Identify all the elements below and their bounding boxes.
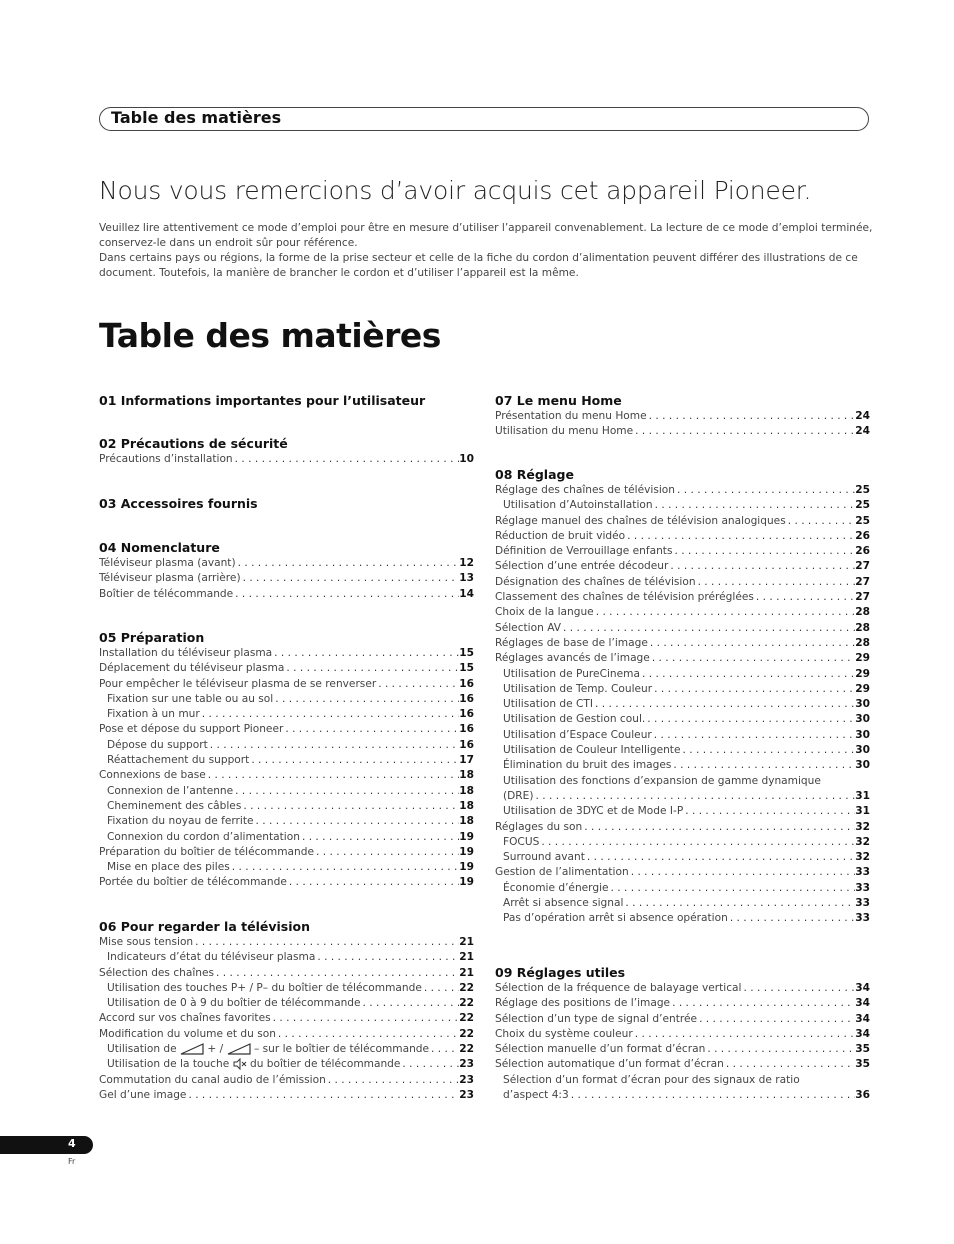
toc-subentry[interactable]: [495, 850, 870, 865]
toc-entry-page: 33: [855, 897, 870, 910]
toc-entry-page: 16: [459, 723, 474, 736]
toc-entry-page: 28: [855, 636, 870, 649]
toc-entry-title: Sélection AV: [495, 621, 562, 634]
toc-section-07: [495, 392, 870, 466]
toc-entry-title: Connexions de base: [99, 769, 206, 782]
toc-entry[interactable]: [99, 1027, 474, 1042]
toc-entry-title: Pas d’opération arrêt si absence opération: [503, 912, 728, 925]
toc-entry-page: 25: [855, 499, 870, 512]
toc-entry-title: Gestion de l’alimentation: [495, 866, 629, 879]
toc-entry-page: 36: [855, 1089, 870, 1102]
toc-section-03: [99, 495, 474, 539]
toc-section-heading[interactable]: 09 Réglages utiles: [495, 965, 626, 980]
toc-entry-page: 30: [855, 698, 870, 711]
toc-entry-title: Réglage des chaînes de télévision: [495, 484, 676, 496]
toc-entry-title: Réglages avancés de l’image: [495, 652, 650, 665]
toc-section-heading[interactable]: 08 Réglage: [495, 467, 574, 482]
toc-entry-page: 26: [855, 545, 870, 558]
toc-entry[interactable]: [495, 575, 870, 590]
toc-entry-title: – sur le boîtier de télécommande: [250, 1043, 430, 1056]
page-number: 4: [68, 1137, 76, 1150]
toc-entry-title: Précautions d’installation: [99, 453, 233, 465]
toc-section-heading[interactable]: 07 Le menu Home: [495, 393, 622, 408]
toc-entry-title: Installation du téléviseur plasma: [99, 647, 273, 659]
toc-entry[interactable]: [99, 845, 474, 860]
toc-entry-title: Arrêt si absence signal: [503, 897, 624, 910]
toc-entry-title: Déplacement du téléviseur plasma: [99, 662, 285, 675]
toc-section-heading[interactable]: 03 Accessoires fournis: [99, 496, 258, 511]
toc-entry-page: 18: [459, 769, 474, 782]
toc-entry-title: Pour empêcher le téléviseur plasma de se renverser: [99, 677, 377, 690]
toc-entry-title: Utilisation de: [107, 1043, 177, 1056]
toc-entry-title: Réglage des positions de l’image: [495, 997, 671, 1010]
intro-text: [99, 221, 874, 281]
toc-entry-page: 19: [459, 861, 474, 874]
toc-entry[interactable]: [495, 590, 870, 605]
toc-entry-title: Réglages de base de l’image: [495, 636, 648, 649]
toc-entry-title: Choix de la langue: [495, 606, 594, 619]
toc-subentry[interactable]: [99, 784, 474, 799]
toc-entry-page: 13: [459, 572, 474, 585]
toc-entry-page: 22: [459, 981, 474, 994]
toc-entry[interactable]: [495, 820, 870, 835]
toc-subentry[interactable]: [495, 728, 870, 743]
toc-entry-title: + /: [204, 1043, 227, 1056]
toc-entry-title: Sélection de la fréquence de balayage vertical: [495, 982, 742, 994]
toc-entry-page: 15: [459, 662, 474, 675]
toc-entry-title: Surround avant: [503, 851, 585, 864]
toc-entry-page: 19: [459, 876, 474, 889]
toc-subentry[interactable]: [495, 712, 870, 727]
toc-subentry[interactable]: [99, 830, 474, 845]
toc-entry[interactable]: [99, 875, 474, 890]
toc-entry-page: 22: [459, 1027, 474, 1040]
toc-entry-page: 22: [459, 1043, 474, 1056]
toc-entry[interactable]: [495, 636, 870, 651]
toc-entry-title: Mise sous tension: [99, 936, 194, 948]
toc-entry-title: Utilisation de 3DYC et de Mode I-P: [503, 805, 684, 818]
toc-entry[interactable]: [99, 661, 474, 676]
toc-section-heading[interactable]: 04 Nomenclature: [99, 540, 220, 555]
toc-entry-page: 21: [459, 966, 474, 979]
toc-entry[interactable]: [495, 981, 870, 996]
toc-entry-page: 33: [855, 881, 870, 894]
toc-entry-title: Commutation du canal audio de l’émission: [99, 1073, 326, 1086]
toc-subentry[interactable]: [99, 799, 474, 814]
toc-entry-title: (DRE): [503, 789, 534, 802]
intro-paragraph-1: Veuillez lire attentivement ce mode d’emploi pour être en mesure d’utiliser l’appareil convenablement. La lecture de ce mode d’emploi terminée, conservez-le dans un endroit sûr pour référence.: [99, 222, 873, 249]
toc-entry[interactable]: [495, 514, 870, 529]
toc-entry-page: 14: [459, 587, 474, 600]
toc-entry-title: Cheminement des câbles: [107, 799, 242, 812]
toc-entry-title: Utilisation des fonctions d’expansion de gamme dynamique: [503, 774, 821, 787]
toc-entry-page: 22: [459, 997, 474, 1010]
toc-entry[interactable]: [99, 1088, 474, 1103]
toc-title: Table des matières: [99, 316, 441, 355]
toc-section-02: [99, 435, 474, 495]
toc-entry[interactable]: [99, 1011, 474, 1026]
toc-entry-title: Utilisation des touches P+ / P– du boîtier de télécommande: [107, 981, 422, 994]
toc-section-heading[interactable]: 06 Pour regarder la télévision: [99, 919, 310, 934]
toc-entry[interactable]: [99, 1073, 474, 1088]
toc-section-heading[interactable]: 05 Préparation: [99, 630, 205, 645]
intro-title: Nous vous remercions d’avoir acquis cet appareil Pioneer.: [99, 176, 812, 205]
toc-entry[interactable]: [495, 865, 870, 880]
toc-subentry[interactable]: [99, 860, 474, 875]
toc-entry-page: 32: [855, 835, 870, 848]
toc-entry[interactable]: [99, 556, 474, 571]
volume-up-icon: [180, 1043, 204, 1055]
toc-entry[interactable]: [495, 1012, 870, 1027]
toc-entry-page: 33: [855, 866, 870, 879]
toc-entry-title: Économie d’énergie: [503, 881, 609, 894]
toc-entry-page: 34: [855, 982, 870, 994]
toc-subentry[interactable]: [495, 682, 870, 697]
toc-entry-title: Utilisation de Temp. Couleur: [503, 682, 653, 695]
toc-entry-page: 31: [855, 805, 870, 818]
toc-entry-title: Utilisation du menu Home: [495, 425, 634, 438]
toc-entry-title: Téléviseur plasma (avant): [99, 557, 236, 569]
toc-entry-page: 26: [855, 529, 870, 542]
toc-entry-title: FOCUS: [503, 835, 540, 848]
toc-entry-title: Choix du système couleur: [495, 1027, 633, 1040]
toc-subentry[interactable]: [99, 692, 474, 707]
toc-subentry[interactable]: [495, 789, 870, 804]
toc-entry-page: 19: [459, 830, 474, 843]
toc-entry-title: Sélection automatique d’un format d’écran: [495, 1058, 724, 1071]
toc-entry[interactable]: [99, 966, 474, 981]
toc-entry-title: Utilisation de la touche: [107, 1058, 230, 1071]
toc-entry-page: 32: [855, 820, 870, 833]
toc-entry-title: Sélection d’un type de signal d’entrée: [495, 1012, 698, 1025]
toc-subentry[interactable]: [495, 667, 870, 682]
toc-subentry[interactable]: [495, 911, 870, 926]
toc-entry[interactable]: [495, 621, 870, 636]
toc-entry-title: Boîtier de télécommande: [99, 587, 234, 600]
toc-entry-title: Réglage manuel des chaînes de télévision analogiques: [495, 514, 786, 527]
toc-section-09: [495, 964, 870, 1103]
toc-entry[interactable]: [495, 424, 870, 439]
toc-entry-title: Sélection des chaînes: [99, 966, 215, 979]
toc-entry[interactable]: [495, 544, 870, 559]
toc-subentry[interactable]: [99, 1042, 474, 1057]
toc-entry-title: Portée du boîtier de télécommande: [99, 876, 287, 889]
toc-entry[interactable]: [99, 646, 474, 661]
toc-entry-title: Accord sur vos chaînes favorites: [99, 1012, 271, 1025]
toc-entry-title: du boîtier de télécommande: [246, 1058, 401, 1071]
toc-subentry[interactable]: [99, 1057, 474, 1072]
toc-entry-title: Pose et dépose du support Pioneer: [99, 723, 284, 736]
toc-entry-title: Réattachement du support: [107, 754, 250, 767]
toc-entry-page: 16: [459, 677, 474, 690]
toc-entry-page: 31: [855, 789, 870, 802]
toc-entry-page: 15: [459, 647, 474, 659]
toc-section-heading[interactable]: 01 Informations importantes pour l’utilisateur: [99, 393, 426, 408]
toc-subentry-line1[interactable]: [495, 1073, 870, 1088]
toc-entry[interactable]: [99, 722, 474, 737]
toc-entry-page: 23: [459, 1088, 474, 1101]
toc-entry[interactable]: [495, 1027, 870, 1042]
toc-subentry[interactable]: [495, 881, 870, 896]
toc-entry-title: Classement des chaînes de télévision préréglées: [495, 591, 754, 604]
toc-subentry[interactable]: [495, 896, 870, 911]
toc-entry[interactable]: [495, 651, 870, 666]
toc-entry[interactable]: [99, 452, 474, 467]
toc-entry-title: Utilisation de Couleur Intelligente: [503, 744, 681, 757]
toc-entry-title: Définition de Verrouillage enfants: [495, 545, 673, 558]
toc-entry[interactable]: [99, 768, 474, 783]
toc-subentry[interactable]: [99, 814, 474, 829]
toc-entry-page: 27: [855, 575, 870, 588]
toc-subentry[interactable]: [495, 758, 870, 773]
toc-section-05: [99, 629, 474, 918]
page-language: Fr: [68, 1157, 76, 1166]
toc-entry-page: 23: [459, 1073, 474, 1086]
toc-entry-title: Utilisation de CTI: [503, 698, 594, 711]
toc-entry-page: 29: [855, 652, 870, 665]
toc-entry-page: 10: [459, 453, 474, 465]
toc-subentry[interactable]: [495, 498, 870, 513]
toc-subentry[interactable]: [495, 835, 870, 850]
toc-entry-title: Présentation du menu Home: [495, 410, 647, 422]
toc-entry-page: 29: [855, 682, 870, 695]
toc-entry-title: Utilisation d’Espace Couleur: [503, 728, 652, 741]
toc-entry-title: Réglages du son: [495, 820, 583, 833]
toc-subentry[interactable]: [495, 743, 870, 758]
page-number-tab: [0, 1136, 93, 1154]
toc-entry-title: Sélection manuelle d’un format d’écran: [495, 1043, 706, 1056]
toc-entry-page: 29: [855, 667, 870, 680]
toc-entry-page: 24: [855, 410, 870, 422]
toc-entry-title: Dépose du support: [107, 738, 208, 751]
toc-entry[interactable]: [99, 571, 474, 586]
toc-entry-page: 21: [459, 951, 474, 964]
toc-entry-title: Élimination du bruit des images: [503, 759, 672, 772]
toc-section-04: [99, 539, 474, 629]
toc-entry-page: 25: [855, 514, 870, 527]
toc-entry-title: d’aspect 4:3: [503, 1089, 569, 1102]
toc-entry-title: Sélection d’un format d’écran pour des signaux de ratio: [503, 1073, 800, 1086]
header-title: Table des matières: [111, 108, 282, 127]
toc-entry-title: Fixation du noyau de ferrite: [107, 815, 254, 828]
toc-entry-page: 27: [855, 560, 870, 573]
toc-entry-page: 18: [459, 799, 474, 812]
toc-entry-page: 18: [459, 784, 474, 797]
toc-section-01: [99, 392, 474, 435]
toc-entry-page: 34: [855, 1012, 870, 1025]
toc-entry-title: Connexion de l’antenne: [107, 784, 234, 797]
toc-entry-title: Fixation à un mur: [107, 708, 200, 721]
toc-subentry[interactable]: [99, 996, 474, 1011]
toc-entry[interactable]: [99, 935, 474, 950]
toc-entry-page: 12: [459, 557, 474, 569]
toc-entry[interactable]: [495, 529, 870, 544]
intro-paragraph-2: Dans certains pays ou régions, la forme de la prise secteur et celle de la fiche du cordon d’alimentation peuvent différer des illustrations de ce document. Toutefois, la manière de brancher le cordon et d’utiliser l’appareil est la même.: [99, 252, 858, 279]
toc-entry-title: Préparation du boîtier de télécommande: [99, 845, 314, 858]
toc-entry-title: Fixation sur une table ou au sol: [107, 692, 274, 705]
toc-entry-page: 35: [855, 1058, 870, 1071]
toc-subentry[interactable]: [99, 981, 474, 996]
toc-entry-page: 32: [855, 851, 870, 864]
toc-entry-page: 28: [855, 621, 870, 634]
toc-entry[interactable]: [495, 996, 870, 1011]
toc-subentry-line1[interactable]: [495, 774, 870, 789]
toc-entry-page: 34: [855, 997, 870, 1010]
toc-section-heading[interactable]: 02 Précautions de sécurité: [99, 436, 288, 451]
toc-entry-title: Utilisation d’Autoinstallation: [503, 499, 653, 512]
toc-section-06: [99, 918, 474, 1103]
toc-subentry[interactable]: [99, 707, 474, 722]
toc-entry-page: 24: [855, 425, 870, 438]
toc-entry-page: 23: [459, 1058, 474, 1071]
toc-entry-page: 30: [855, 713, 870, 726]
toc-subentry[interactable]: [495, 1088, 870, 1103]
toc-entry-title: Réduction de bruit vidéo: [495, 529, 626, 542]
toc-entry[interactable]: [495, 605, 870, 620]
toc-entry-title: Désignation des chaînes de télévision: [495, 575, 696, 588]
toc-entry-title: Connexion du cordon d’alimentation: [107, 830, 300, 843]
toc-left-column: [99, 392, 474, 1103]
toc-right-column: [495, 392, 870, 1103]
toc-entry-title: Téléviseur plasma (arrière): [99, 572, 241, 585]
toc-entry-page: 19: [459, 845, 474, 858]
toc-entry-title: Utilisation de PureCinema: [503, 667, 640, 680]
toc-entry-page: 16: [459, 708, 474, 721]
toc-entry-page: 30: [855, 759, 870, 772]
toc-entry-page: 17: [459, 754, 474, 767]
toc-entry[interactable]: [99, 677, 474, 692]
toc-entry-page: 28: [855, 606, 870, 619]
toc-entry-page: 30: [855, 728, 870, 741]
toc-entry-title: Mise en place des piles: [107, 861, 230, 874]
toc-entry-title: Sélection d’une entrée décodeur: [495, 560, 669, 573]
toc-entry[interactable]: [495, 409, 870, 424]
toc-entry-page: 34: [855, 1027, 870, 1040]
toc-entry[interactable]: [495, 1042, 870, 1057]
volume-down-icon: [227, 1043, 251, 1055]
toc-entry-page: 33: [855, 912, 870, 925]
mute-icon: [233, 1058, 247, 1070]
toc-entry-title: Gel d’une image: [99, 1088, 187, 1101]
toc-entry-title: Indicateurs d’état du téléviseur plasma: [107, 951, 316, 964]
toc-subentry[interactable]: [495, 697, 870, 712]
toc-entry-title: Utilisation de 0 à 9 du boîtier de télécommande: [107, 997, 361, 1010]
toc-subentry[interactable]: [99, 950, 474, 965]
toc-entry-page: 25: [855, 484, 870, 496]
toc-entry-page: 16: [459, 692, 474, 705]
toc-subentry[interactable]: [99, 753, 474, 768]
toc-entry-page: 27: [855, 591, 870, 604]
toc-entry-page: 30: [855, 744, 870, 757]
toc-entry-title: Modification du volume et du son: [99, 1027, 276, 1040]
toc-entry-page: 21: [459, 936, 474, 948]
toc-subentry[interactable]: [99, 738, 474, 753]
toc-entry-page: 18: [459, 815, 474, 828]
toc-entry[interactable]: [99, 587, 474, 602]
toc-entry-title: Utilisation de Gestion coul.: [503, 713, 646, 726]
toc-entry-page: 16: [459, 738, 474, 751]
toc-entry-page: 22: [459, 1012, 474, 1025]
toc-entry[interactable]: [495, 483, 870, 498]
toc-subentry[interactable]: [495, 804, 870, 819]
toc-entry-page: 35: [855, 1043, 870, 1056]
toc-section-08: [495, 466, 870, 964]
toc-entry[interactable]: [495, 559, 870, 574]
toc-entry[interactable]: [495, 1057, 870, 1072]
